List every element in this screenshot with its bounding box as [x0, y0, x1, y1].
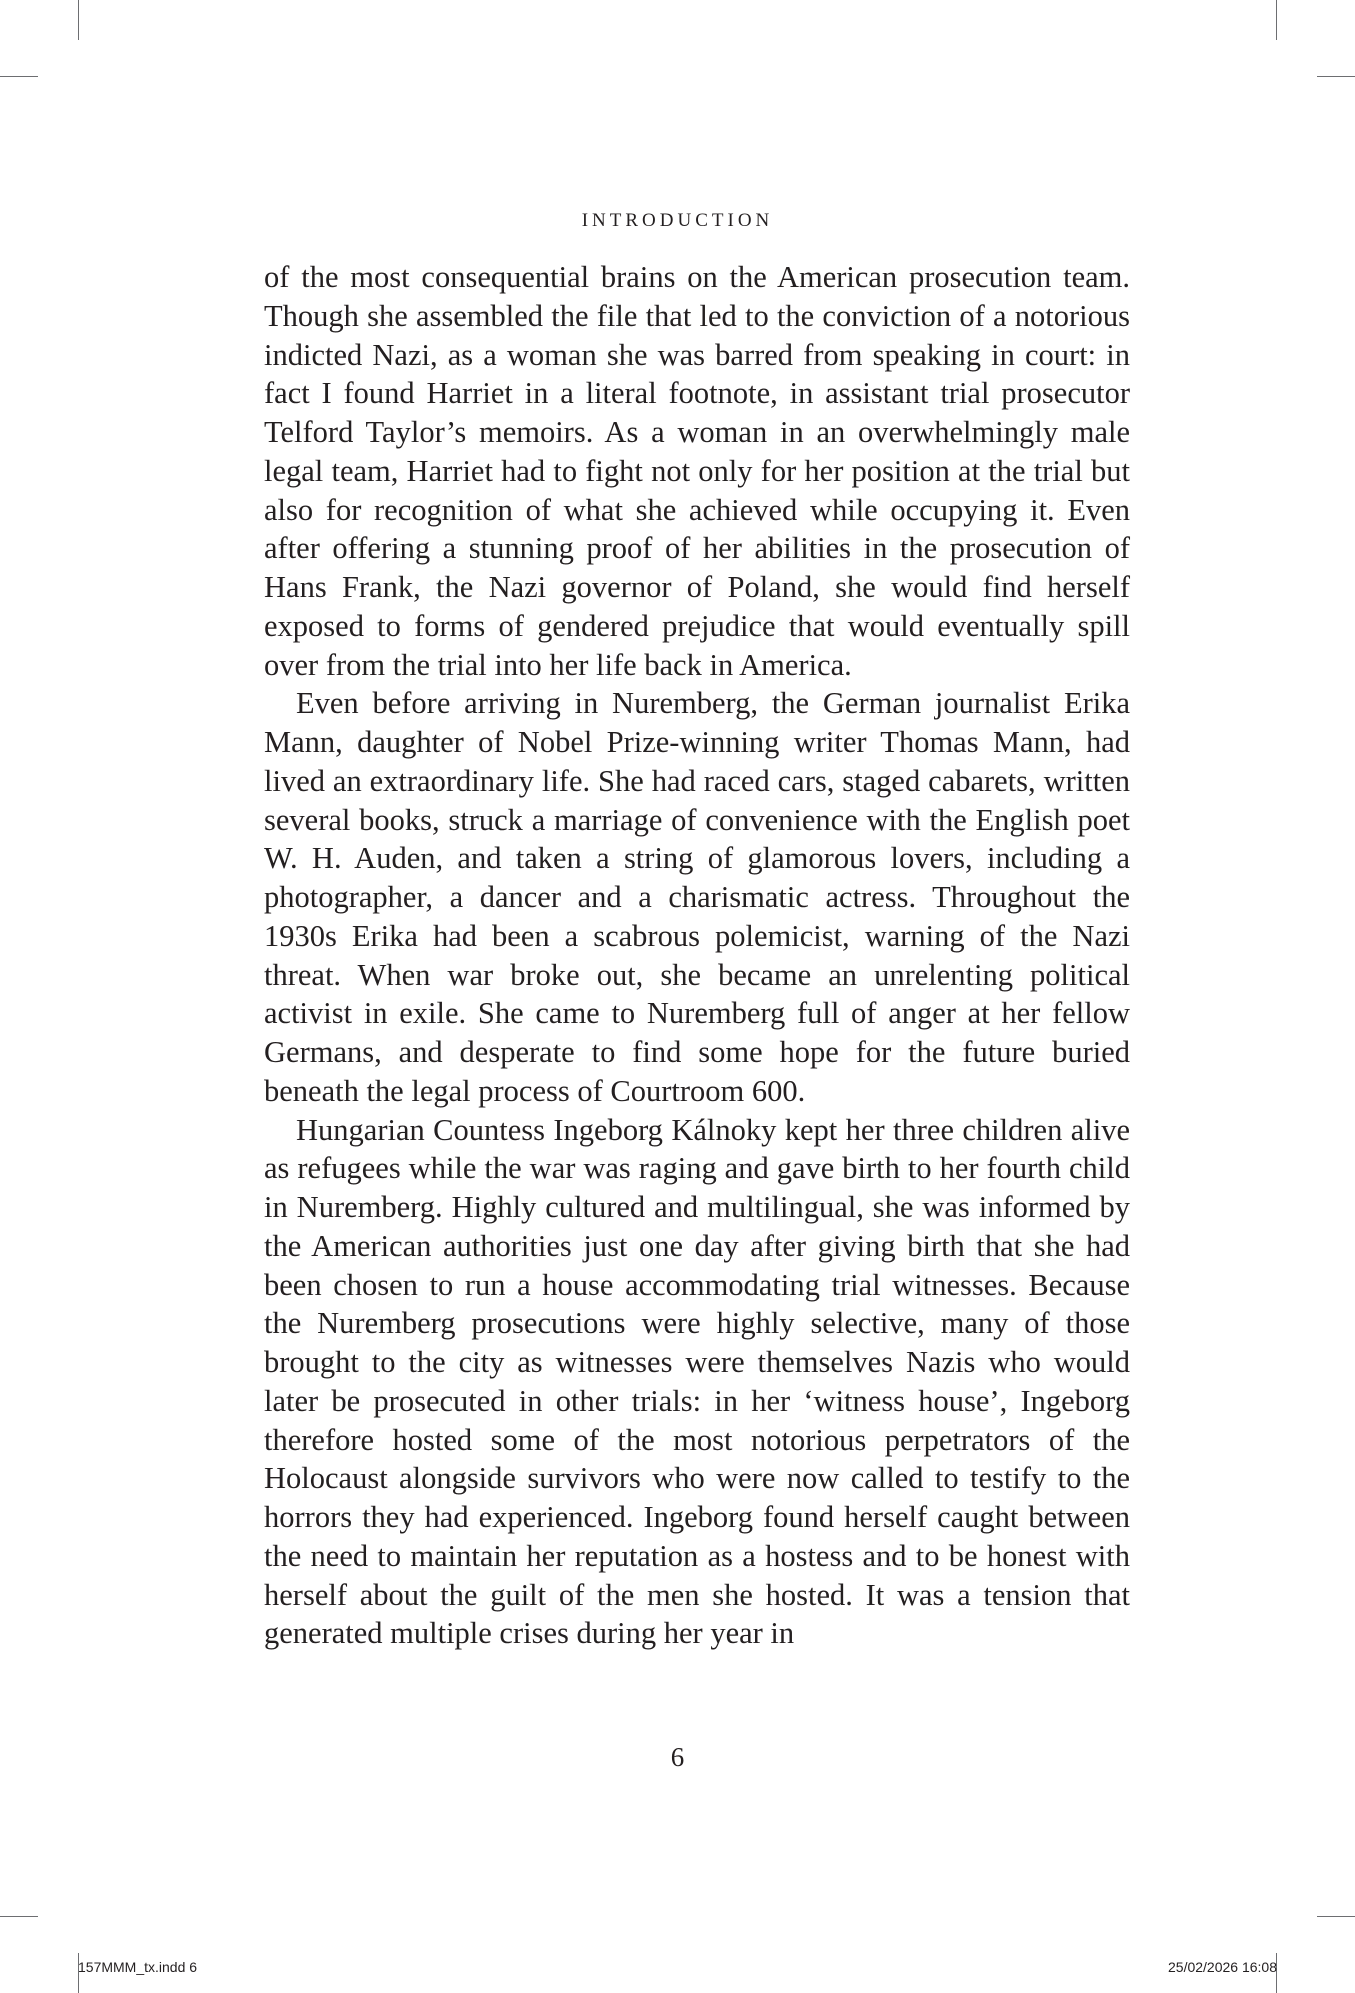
- crop-mark-bottom-right-horizontal: [1317, 1916, 1355, 1917]
- crop-mark-top-right: [1276, 0, 1277, 40]
- page-number: 6: [670, 1742, 685, 1772]
- body-text: [264, 258, 1130, 1653]
- crop-mark-top-left-horizontal: [0, 76, 38, 77]
- running-head: INTRODUCTION: [581, 210, 774, 231]
- crop-mark-bottom-left-horizontal: [0, 1916, 38, 1917]
- slug-timestamp: 25/02/2026 16:08: [1168, 1959, 1277, 1975]
- paragraph-2: Even before arriving in Nuremberg, the German journalist Erika Mann, daughter of Nobel Prize-winning writer Thomas Mann, had lived an extraordinary life. She had raced cars, staged cabarets, written several books, struck a marriage of convenience with the English poet W. H. Auden, and taken a string of glamorous lovers, including a photographer, a dancer and a charismatic actress. Throughout the 1930s Erika had been a scabrous polemicist, warning of the Nazi threat. When war broke out, she became an unrelenting political activist in exile. She came to Nuremberg full of anger at her fellow Germans, and desperate to find some hope for the future buried beneath the legal process of Courtroom 600.: [264, 686, 1130, 1108]
- crop-mark-top-right-horizontal: [1317, 76, 1355, 77]
- slug-file-name: 157MMM_tx.indd 6: [78, 1959, 198, 1975]
- paragraph-3: Hungarian Countess Ingeborg Kálnoky kept her three children alive as refugees while the war was raging and gave birth to her fourth child in Nuremberg. Highly cultured and multilingual, she was informed by the American authorities just one day after giving birth that she had been chosen to run a house accommodating trial witnesses. Because the Nuremberg prosecutions were highly selective, many of those brought to the city as witnesses were themselves Nazis who would later be prosecuted in other trials: in her ‘witness house’, Ingeborg therefore hosted some of the most notorious perpetrators of the Holocaust alongside survivors who were now called to testify to the horrors they had experienced. Ingeborg found herself caught between the need to maintain her reputation as a hostess and to be honest with herself about the guilt of the men she hosted. It was a tension that generated multiple crises during her year in: [264, 1112, 1130, 1651]
- paragraph-1: of the most consequential brains on the American prosecution team. Though she assembled the file that led to the conviction of a notorious indicted Nazi, as a woman she was barred from speaking in court: in fact I found Harriet in a literal footnote, in assistant trial prosecutor Telford Taylor’s memoirs. As a woman in an overwhelmingly male legal team, Harriet had to fight not only for her position at the trial but also for recognition of what she achieved while occupying it. Even after offering a stunning proof of her abilities in the prosecution of Hans Frank, the Nazi governor of Poland, she would find herself exposed to forms of gendered prejudice that would eventually spill over from the trial into her life back in America.: [264, 260, 1130, 682]
- crop-mark-top-left: [78, 0, 79, 40]
